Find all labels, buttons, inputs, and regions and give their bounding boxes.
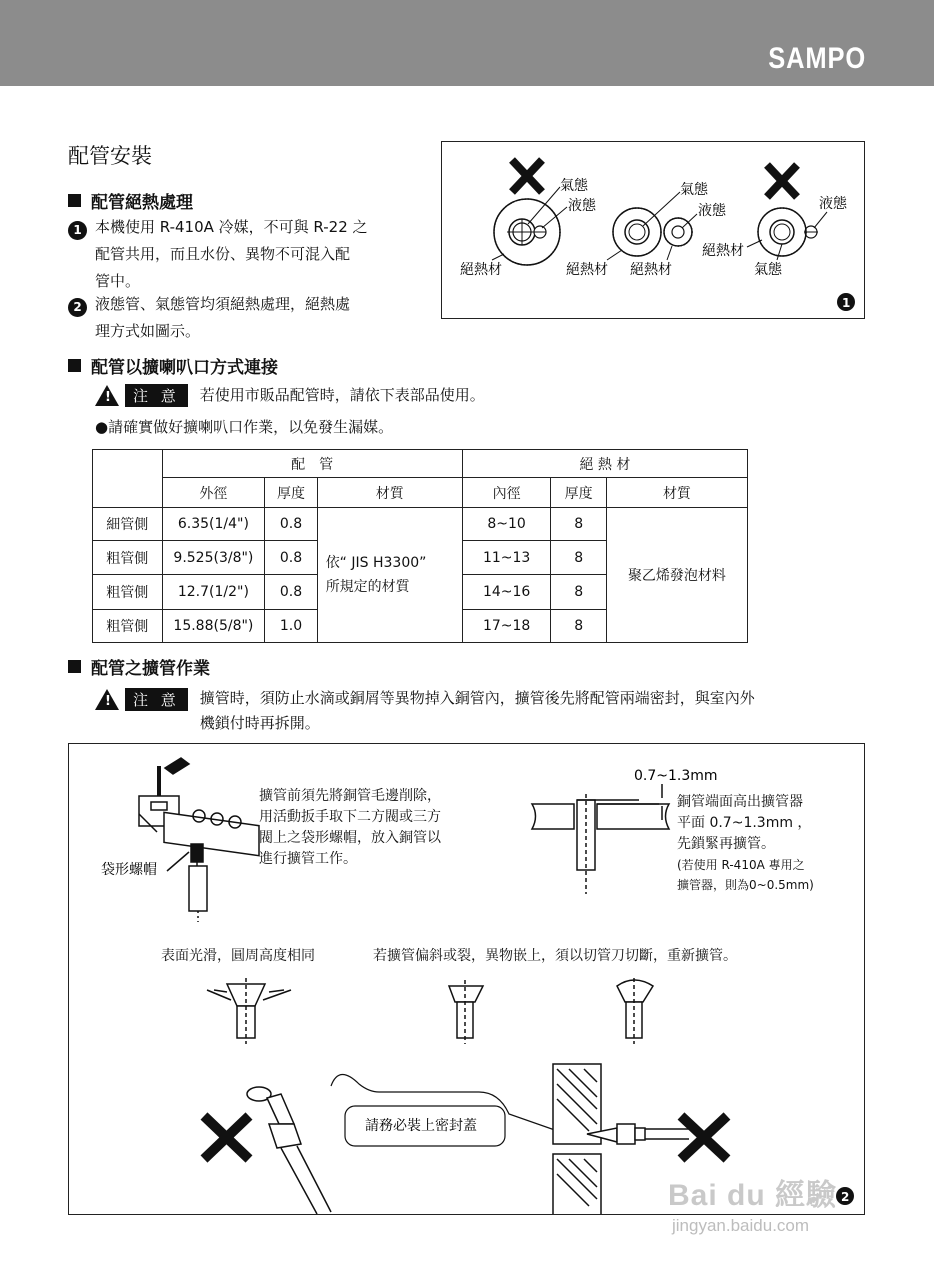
insulation-material-cell: 聚乙烯發泡材料 (606, 508, 747, 643)
caution-text: 若使用市販品配管時，請依下表部品使用。 (199, 386, 485, 404)
flaring-tool-icon (139, 758, 259, 922)
subheader-od: 外徑 (162, 478, 265, 508)
cap-label: 請務必裝上密封蓋 (365, 1118, 477, 1134)
table-row: 粗管側 12.7(1/2") 0.8 14~16 8 (93, 575, 748, 610)
subheader-material: 材質 (317, 478, 462, 508)
page-title: 配管安裝 (68, 144, 152, 168)
figure-number-1: 1 (842, 296, 851, 310)
pipe-spec-table (92, 449, 748, 643)
caution-line-2: 機鎖付時再拆開。 (199, 714, 320, 732)
bad-flare-label: 若擴管偏斜或裂，異物嵌上，須以切管刀切斷，重新擴管。 (373, 948, 737, 964)
label-liquid-2: 液態 (698, 203, 726, 219)
section-heading-insulation: 配管絕熱處理 (68, 188, 193, 213)
item-number-1: 1 (68, 221, 87, 240)
label-gas-1: 氣態 (560, 178, 588, 194)
section-heading-flaring: 配管之擴管作業 (68, 654, 210, 679)
caution-badge: 注 意 (125, 384, 188, 407)
wrong-mark-left (512, 160, 542, 192)
label-insulation-2: 絕熱材 (566, 262, 608, 278)
label-gas-2: 氣態 (680, 182, 708, 198)
watermark-logo: Bai du 經驗 (668, 1179, 838, 1212)
label-insulation-3: 絕熱材 (630, 262, 672, 278)
table-corner (93, 450, 163, 508)
header-insulation: 絕 熱 材 (462, 450, 747, 478)
wrong-mark-right (767, 165, 797, 197)
caution-line-1: 擴管時，須防止水滴或銅屑等異物掉入銅管內，擴管後先將配管兩端密封，與室內外 (199, 689, 755, 707)
wrong-mark-bottom-left (204, 1116, 249, 1159)
subheader-id: 內徑 (462, 478, 551, 508)
brand-logo: SAMPO (768, 42, 866, 75)
insulation-figure (441, 141, 865, 319)
label-insulation-4: 絕熱材 (702, 243, 744, 259)
dimension-label: 0.7~1.3mm (634, 768, 718, 784)
insulation-diagram (442, 142, 864, 318)
label-liquid-3: 液態 (819, 196, 847, 212)
table-row: 細管側 6.35(1/4") 0.8 依“ JIS H3300” 所規定的材質 8~10 8 聚乙烯發泡材料 (93, 508, 748, 541)
subheader-imaterial: 材質 (606, 478, 747, 508)
pipe-height-diagram (532, 784, 669, 894)
warning-icon: ! (95, 385, 119, 406)
flare-note: 擴管前須先將銅管毛邊削除， 用活動扳手取下二方閥或三方 閥上之袋形螺帽，放入銅管以 進行擴管工作。 (259, 788, 441, 867)
header-pipe: 配 管 (162, 450, 462, 478)
warning-icon: ! (95, 689, 119, 710)
caution-table (95, 384, 485, 407)
figure-number-2: 2 (841, 1190, 850, 1204)
flaring-figure (68, 743, 865, 1215)
insulation-item-1: 本機使用 R-410A 冷媒，不可與 R-22 之 配管共用，而且水份、異物不可混入配 管中。 (95, 218, 368, 290)
label-gas-3: 氣態 (754, 262, 782, 278)
label-insulation-1: 絕熱材 (460, 262, 502, 278)
subheader-thick: 厚度 (265, 478, 317, 508)
section-heading-flare: 配管以擴喇叭口方式連接 (68, 353, 278, 378)
caution-badge: 注 意 (125, 688, 188, 711)
caution-flaring (95, 688, 755, 736)
good-flare-icon (207, 978, 291, 1044)
flared-pipe-icon (247, 1087, 331, 1214)
good-flare-label: 表面光滑，圓周高度相同 (161, 948, 315, 964)
item-number-2: 2 (68, 298, 87, 317)
bullet-note: ●請確實做好擴喇叭口作業，以免發生漏媒。 (95, 418, 394, 436)
insulation-item-2: 液態管、氣態管均須絕熱處理，絕熱處 理方式如圖示。 (95, 295, 351, 340)
table-row: 粗管側 15.88(5/8") 1.0 17~18 8 (93, 610, 748, 643)
wrong-mark-bottom-right (681, 1116, 727, 1159)
watermark-url: jingyan.baidu.com (672, 1216, 810, 1235)
label-liquid-1: 液態 (568, 198, 596, 214)
height-note: 銅管端面高出擴管器 平面 0.7~1.3mm ， 先鎖緊再擴管。 (若使用 R-410A 專用之 擴管器，則為0~0.5mm) (677, 794, 814, 892)
table-row: 粗管側 9.525(3/8") 0.8 11~13 8 (93, 541, 748, 575)
nut-label: 袋形螺帽 (101, 862, 157, 878)
pipe-material-cell: 依“ JIS H3300” 所規定的材質 (317, 508, 462, 643)
bad-flare-icon (449, 978, 653, 1044)
subheader-ithick: 厚度 (551, 478, 606, 508)
